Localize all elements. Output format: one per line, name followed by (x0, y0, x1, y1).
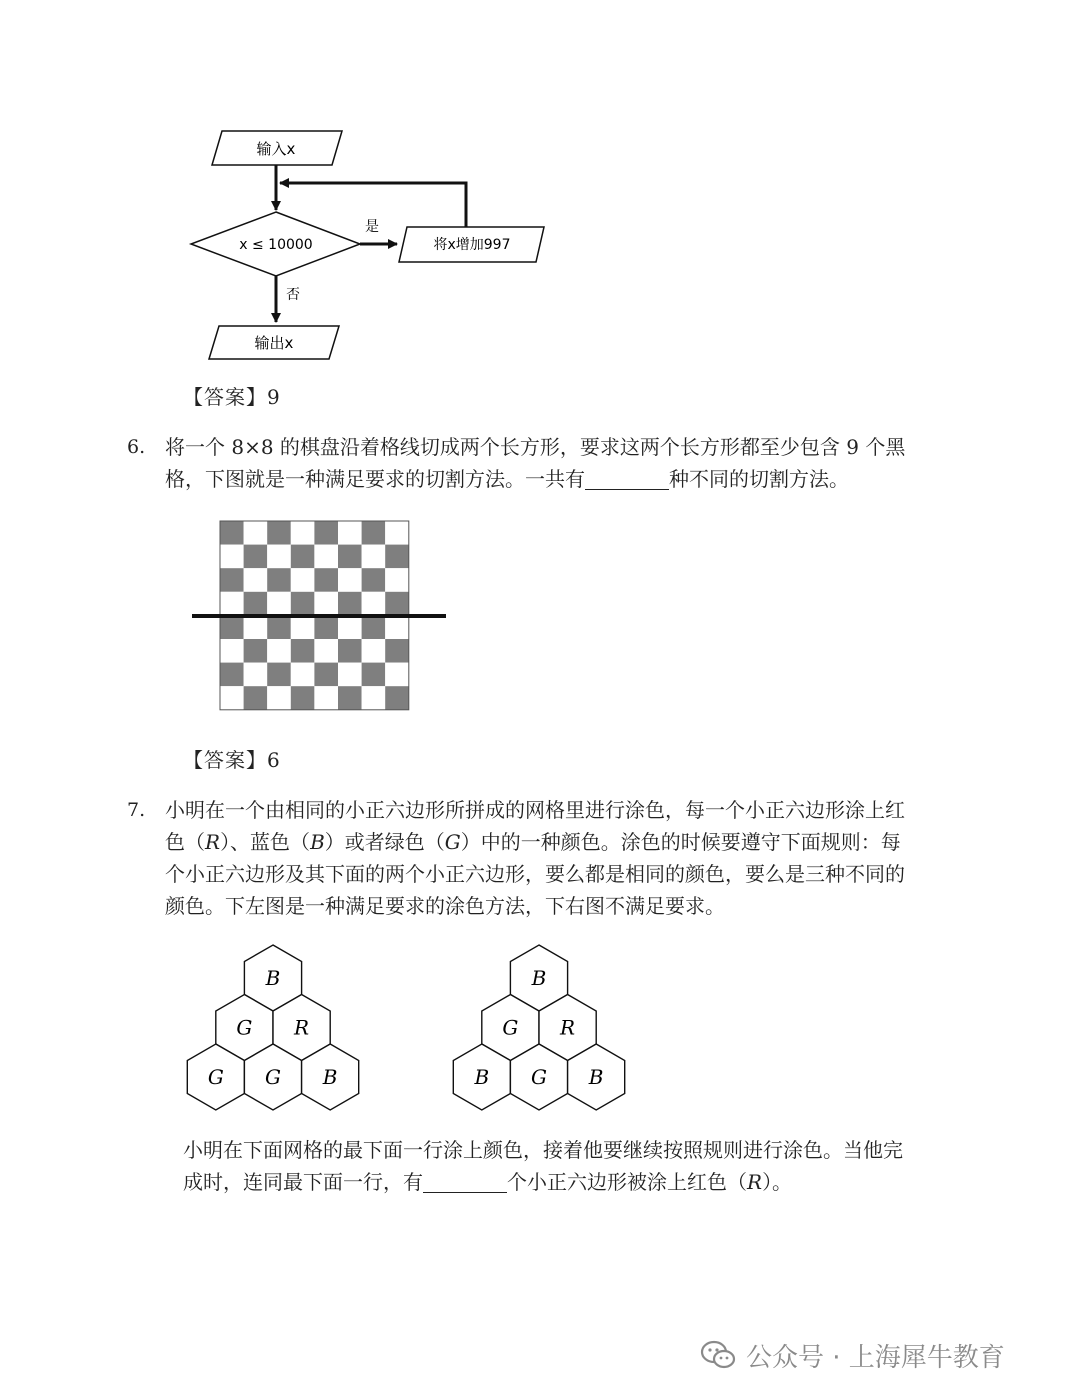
board-cell (338, 592, 362, 616)
text-part: ）或者绿色（ (324, 830, 445, 854)
question-6-line2a: 格，下图就是一种满足要求的切割方法。一共有 (165, 467, 585, 491)
hexagon-letter: B (588, 1065, 604, 1089)
board-cell (244, 545, 268, 569)
process-label: 将x增加997 (433, 237, 511, 253)
board-cell (291, 663, 315, 687)
board-cell (314, 521, 338, 545)
board-cell (291, 686, 315, 710)
text-part: ）。 (762, 1170, 793, 1194)
board-cell (362, 521, 386, 545)
question-7-number: 7. (127, 799, 146, 821)
hexagon-letter: G (502, 1015, 519, 1040)
board-cell (267, 592, 291, 616)
text-part: 色（ (165, 830, 205, 854)
board-cell (338, 568, 362, 592)
board-cell (385, 615, 409, 639)
board-cell (385, 686, 409, 710)
hex-figures (0, 935, 1080, 1115)
answer-label: 【答案】 (183, 385, 267, 409)
board-cell (220, 615, 244, 639)
question-6-number: 6. (127, 436, 146, 458)
text-part: ）中的一种颜色。涂色的时候要遵守下面规则：每 (460, 830, 901, 854)
board-cell (314, 639, 338, 663)
board-cell (362, 663, 386, 687)
board-cell (267, 568, 291, 592)
text-part: 个小正六边形被涂上红色（ (507, 1170, 747, 1194)
board-cell (314, 592, 338, 616)
board-cell (244, 639, 268, 663)
hexagon-letter: R (294, 1015, 310, 1040)
hexagon-letter: B (531, 966, 547, 990)
hexagon-letter: G (207, 1065, 224, 1089)
output-label: 输出x (254, 334, 294, 352)
color-letter-r: R (205, 830, 221, 854)
answer-value: 9 (267, 385, 281, 409)
board-cell (244, 568, 268, 592)
board-cell (291, 615, 315, 639)
question-6-line2b: 种不同的切割方法。 (669, 467, 849, 491)
board-cell (244, 663, 268, 687)
answer-blank (423, 1170, 507, 1193)
board-cell (220, 568, 244, 592)
answer-label: 【答案】 (183, 748, 267, 772)
board-cell (338, 663, 362, 687)
hexagon-letter: B (322, 1065, 338, 1089)
board-cell (291, 545, 315, 569)
board-cell (291, 568, 315, 592)
board-cell (244, 615, 268, 639)
board-cell (385, 592, 409, 616)
answer-value: 6 (267, 748, 281, 772)
answer-blank (585, 467, 669, 490)
board-cell (362, 568, 386, 592)
board-cell (385, 568, 409, 592)
hex-pyramid-left (187, 945, 358, 1110)
board-cell (291, 521, 315, 545)
board-cell (362, 686, 386, 710)
color-letter-g: G (444, 830, 461, 854)
hexagon-letter: G (265, 1065, 281, 1089)
answer-5 (183, 381, 281, 413)
board-cell (267, 663, 291, 687)
board-cell (338, 615, 362, 639)
question-7-line1: 小明在一个由相同的小正六边形所拼成的网格里进行涂色，每一个小正六边形涂上红 (165, 798, 905, 822)
board-cell (385, 545, 409, 569)
board-cell (385, 521, 409, 545)
board-cell (291, 592, 315, 616)
question-6-line2 (165, 463, 849, 495)
board-cell (220, 521, 244, 545)
hex-pyramid-right (453, 945, 624, 1110)
board-cell (338, 521, 362, 545)
question-7-line2 (165, 826, 901, 858)
board-cell (267, 521, 291, 545)
flowchart (0, 0, 1080, 380)
decision-label: x ≤ 10000 (239, 237, 313, 253)
text-part: 成时，连同最下面一行，有 (183, 1170, 423, 1194)
board-cell (362, 639, 386, 663)
answer-6 (183, 744, 281, 776)
board-cell (314, 545, 338, 569)
board-cell (338, 686, 362, 710)
board-cell (362, 592, 386, 616)
hexagon-letter: B (474, 1065, 490, 1089)
board-cell (314, 686, 338, 710)
board-cell (362, 615, 386, 639)
hexagon-letter: G (236, 1015, 253, 1040)
board-cell (314, 615, 338, 639)
chessboard (180, 505, 470, 730)
board-cell (291, 639, 315, 663)
board-cell (338, 545, 362, 569)
board-cell (244, 686, 268, 710)
input-label: 输入x (256, 140, 296, 158)
board-cell (314, 663, 338, 687)
board-cell (362, 545, 386, 569)
question-7-line4: 颜色。下左图是一种满足要求的涂色方法，下右图不满足要求。 (165, 894, 725, 918)
text-part: ）、蓝色（ (220, 830, 311, 854)
board-cell (267, 545, 291, 569)
board-cell (220, 663, 244, 687)
board-cell (220, 592, 244, 616)
board-cell (220, 545, 244, 569)
hexagon-letter: R (560, 1015, 576, 1040)
color-letter-b: B (310, 830, 325, 854)
board-cell (267, 686, 291, 710)
board-cell (338, 639, 362, 663)
yes-label: 是 (365, 219, 379, 235)
board-cell (385, 663, 409, 687)
board-cell (314, 568, 338, 592)
watermark-text: 公众号 · 上海犀牛教育 (746, 1342, 1005, 1373)
watermark (700, 1335, 1005, 1375)
no-label: 否 (286, 287, 300, 303)
board-cell (220, 639, 244, 663)
board-cell (220, 686, 244, 710)
question-7-line3: 个小正六边形及其下面的两个小正六边形，要么都是相同的颜色，要么是三种不同的 (165, 862, 905, 886)
board-cell (244, 592, 268, 616)
color-letter-r: R (747, 1170, 763, 1194)
question-7-line6 (183, 1166, 792, 1198)
board-cell (267, 615, 291, 639)
board-cell (385, 639, 409, 663)
wechat-icon (700, 1340, 736, 1370)
question-6-line1: 将一个 8×8 的棋盘沿着格线切成两个长方形，要求这两个长方形都至少包含 9 个黑 (165, 435, 906, 459)
board-cell (244, 521, 268, 545)
hexagon-letter: B (265, 966, 281, 990)
hexagon-letter: G (531, 1065, 547, 1089)
board-cell (267, 639, 291, 663)
question-7-line5: 小明在下面网格的最下面一行涂上颜色，接着他要继续按照规则进行涂色。当他完 (183, 1138, 903, 1162)
